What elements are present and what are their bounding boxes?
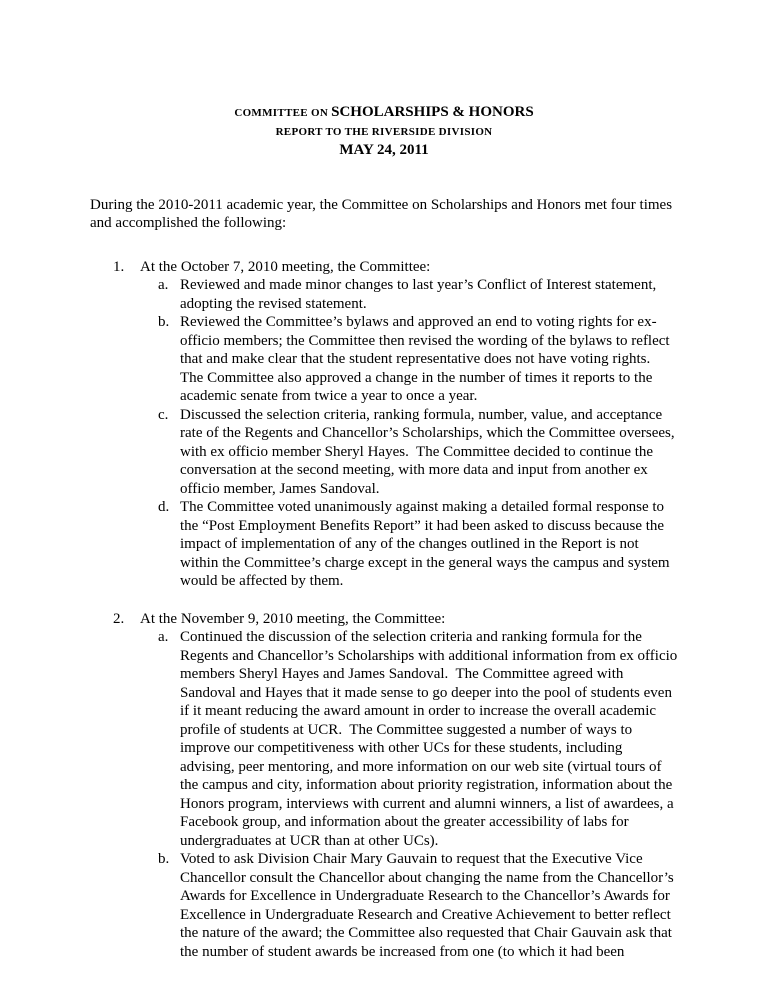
document-subtitle: REPORT TO THE RIVERSIDE DIVISION <box>275 125 493 138</box>
subitem-2b-letter: b. <box>158 851 170 867</box>
document-title <box>90 103 678 123</box>
subitem-1b <box>158 313 678 406</box>
section-2-heading-text: At the November 9, 2010 meeting, the Committee: <box>140 610 446 627</box>
document-title-main: SCHOLARSHIPS & HONORS <box>331 104 534 120</box>
subitem-2b <box>158 850 678 961</box>
subitem-1a-letter: a. <box>158 277 169 293</box>
subitem-1a <box>158 276 678 313</box>
section-meeting-2 <box>90 610 682 962</box>
subitem-1d-text: The Committee voted unanimously against making a detailed formal response to the “Post Employment Benefits Report” it had been asked to discuss because the impact of implementation of any of the changes outlined in the Report is not within the Committee’s charge except in the general ways the campus and system would be affected by them. <box>180 499 674 589</box>
section-meeting-1 <box>90 258 678 591</box>
subitem-1b-letter: b. <box>158 314 170 330</box>
subitem-2a <box>158 628 682 850</box>
subitem-1b-text: Reviewed the Committee’s bylaws and approved an end to voting rights for ex-officio members; the Committee then revised the wording of the bylaws to reflect that and make clear that the student representative does not have voting rights. The Committee also approved a change in the number of times it reports to the academic senate from twice a year to once a year. <box>180 314 674 404</box>
section-1-heading-text: At the October 7, 2010 meeting, the Committee: <box>140 258 431 275</box>
section-2-heading <box>113 610 678 629</box>
subitem-1d-letter: d. <box>158 499 170 515</box>
section-1-heading <box>113 258 678 277</box>
subitem-2a-text: Continued the discussion of the selection criteria and ranking formula for the Regents and Chancellor’s Scholarships with additional information from ex officio members Sheryl Hayes and James Sandoval. The Committee agreed with Sandoval and Hayes that it made sense to go deeper into the pool of students even if it meant reducing the award amount in order to increase the overall academic profile of students at UCR. The Committee suggested a number of ways to improve our competitiveness with other UCs for these students, including advising, peer mentoring, and more information on our web site (virtual tours of the campus and city, information about priority registration, information about the Honors program, interviews with current and alumni winners, a list of awardees, a Facebook group, and information about the greater accessibility of labs for undergraduates at UCR than at other UCs). <box>180 629 682 849</box>
document-title-prefix: COMMITTEE ON <box>234 107 332 119</box>
subitem-1c-letter: c. <box>158 406 169 423</box>
subitem-1c-text: Discussed the selection criteria, ranking formula, number, value, and acceptance rate of the Regents and Chancellor’s Scholarships, which the Committee oversees, with ex officio member Sheryl Hayes. The Committee decided to continue the conversation at the second meeting, with more data and input from another ex officio member, James Sandoval. <box>180 406 679 497</box>
subitem-2b-text: Voted to ask Division Chair Mary Gauvain to request that the Executive Vice Chancellor consult the Chancellor about changing the name from the Chancellor’s Awards for Excellence in Undergraduate Research to the Chancellor’s Awards for Excellence in Undergraduate Research and Creative Achievement to better reflect the nature of the award; the Committee also requested that Chair Gauvain ask that the number of student awards be increased from one (to which it had been <box>180 851 677 960</box>
subitem-1d <box>158 498 678 591</box>
intro-paragraph: During the 2010-2011 academic year, the Committee on Scholarships and Honors met four times and accomplished the following: <box>90 196 676 231</box>
section-2-number: 2. <box>113 610 125 627</box>
subitem-1c <box>158 406 678 499</box>
document-date: MAY 24, 2011 <box>339 142 429 158</box>
subitem-2a-letter: a. <box>158 629 169 645</box>
section-1-number: 1. <box>113 258 125 275</box>
subitem-1a-text: Reviewed and made minor changes to last year’s Conflict of Interest statement, adopting the revised statement. <box>180 277 660 312</box>
document-title-block <box>90 103 678 160</box>
